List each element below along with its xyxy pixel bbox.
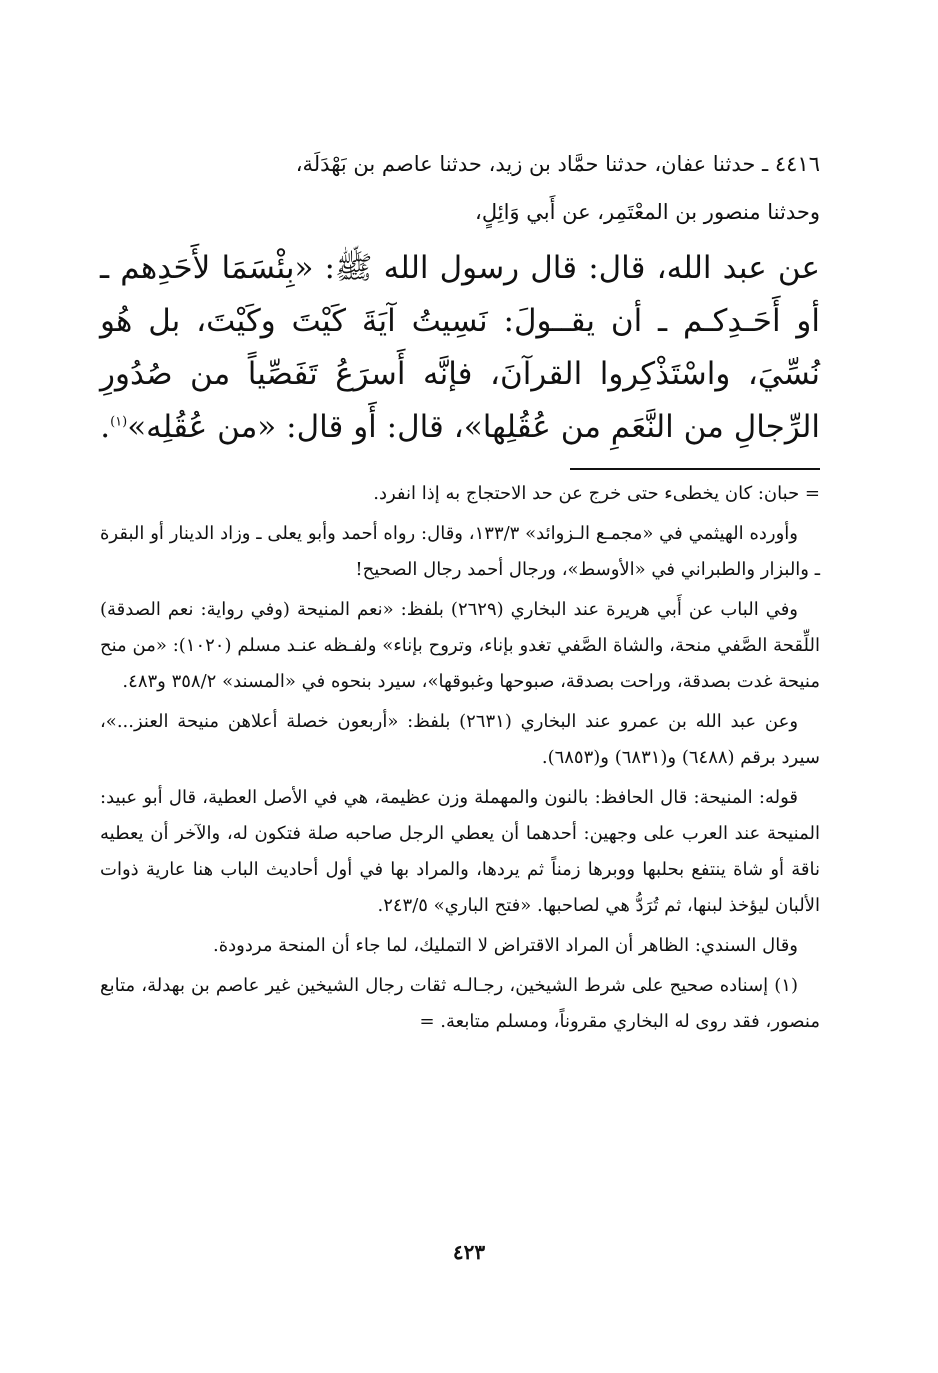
footnote-separator <box>570 468 820 470</box>
isnad-line-2: وحدثنا منصور بن المعْتَمِر، عن أَبي وَائِلٍ، <box>475 200 820 224</box>
note-paragraph-2: وفي الباب عن أَبي هريرة عند البخاري (٢٦٢٩) بلفظ: «نعم المنيحة (وفي رواية: نعم الصدقة) اللِّقحة الصَّفي منحة، والشاة الصَّفي تغدو بإناء، وتروح بإناء» ولفـظه عنـد مسلم (١٠٢٠): «من منح منيحة غدت بصدقة، وراحت بصدقة، صبوحها وغبوقها»، سيرد بنحوه في «المسند» ٣٥٨/٢ و٤٨٣. <box>100 599 820 692</box>
page-number: ٤٢٣ <box>452 1240 486 1264</box>
footnote-1: (١) إسناده صحيح على شرط الشيخين، رجـالـه ثقات رجال الشيخين غير عاصم بن بهدلة، متابع منصور، فقد روى له البخاري مقروناً، ومسلم متابعة. = <box>100 975 820 1032</box>
note-continuation: = حبان: كان يخطىء حتى خرج عن حد الاحتجاج به إذا انفرد. <box>373 483 820 504</box>
book-page <box>100 140 820 1044</box>
hadith-matn <box>100 242 820 454</box>
note-paragraph-5: وقال السندي: الظاهر أن المراد الاقتراض لا التمليك، لما جاء أن المنحة مردودة. <box>213 935 798 956</box>
footnotes-section <box>100 476 820 1040</box>
footnote-reference: (١) <box>110 414 128 430</box>
matn-text: عن عبد الله، قال: قال رسول الله ﷺ: «بِئْسَمَا لأَحَدِهم ـ أو أَحَـدِكـم ـ أن يقــولَ: نَسِيتُ آيَةَ كَيْتَ وكَيْتَ، بل هُو نُسِّيَ، واسْتَذْكِروا القرآنَ، فإنَّه أَسرَعُ تَفَصِّياً من صُدُورِ الرِّجالِ من النَّعَمِ من عُقُلِها»، قال: أَو قال: «من عُقُلِه» <box>100 250 820 445</box>
note-paragraph-3: وعن عبد الله بن عمرو عند البخاري (٢٦٣١) بلفظ: «أربعون خصلة أعلاهن منيحة العنز...»، سيرد برقم (٦٤٨٨) و(٦٨٣١) و(٦٨٥٣). <box>100 711 820 768</box>
matn-end: . <box>100 409 111 445</box>
note-paragraph-1: وأورده الهيثمي في «مجمـع الـزوائد» ١٣٣/٣، وقال: رواه أحمد وأبو يعلى ـ وزاد الدينار أو البقرة ـ والبزار والطبراني في «الأوسط»، ورجال أحمد رجال الصحيح! <box>100 523 820 580</box>
isnad-line-1: ٤٤١٦ ـ حدثنا عفان، حدثنا حمَّاد بن زيد، حدثنا عاصم بن بَهْدَلَة، <box>295 152 820 176</box>
hadith-isnad <box>100 140 820 236</box>
matn-paragraph <box>100 242 820 454</box>
note-paragraph-4: قوله: المنيحة: قال الحافظ: بالنون والمهملة وزن عظيمة، هي في الأصل العطية، قال أبو عبيد: المنيحة عند العرب على وجهين: أحدهما أن يعطي الرجل صاحبه صلة فتكون له، والآخر أن يعطيه ناقة أو شاة ينتفع بحلبها ووبرها زمناً ثم يردها، والمراد بها في أول أحاديث الباب هنا عارية ذوات الألبان ليؤخذ لبنها، ثم تُرَدُّ هي لصاحبها. «فتح الباري» ٢٤٣/٥. <box>100 787 820 916</box>
